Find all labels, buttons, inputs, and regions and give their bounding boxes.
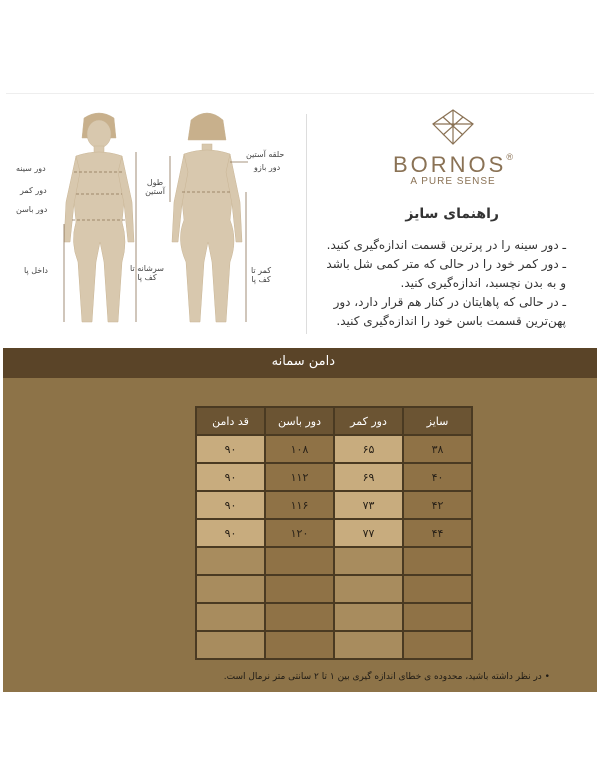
brand-tagline: A PURE SENSE — [410, 176, 496, 187]
header-skirt-length: قد دامن — [196, 407, 265, 435]
table-row — [196, 519, 472, 547]
section-header-band — [3, 348, 597, 378]
registered-mark: ® — [506, 152, 513, 162]
size-guide-panel — [6, 93, 594, 349]
cell-skirt-length: ۹۰ — [196, 491, 265, 519]
cell-hip: ۱۲۰ — [265, 519, 334, 547]
header-waist: دور کمر — [334, 407, 403, 435]
cell-waist: ۷۷ — [334, 519, 403, 547]
cell-size: ۴۴ — [403, 519, 472, 547]
brand-name: BORNOS — [393, 152, 507, 177]
guide-line: ـ دور کمر خود را در حالی که متر کمی شل باشد — [326, 257, 566, 271]
cell-skirt-length: ۹۰ — [196, 435, 265, 463]
guide-line: ـ دور سینه را در پرترین قسمت اندازه‌گیری کنید. — [326, 238, 566, 252]
label-hip: دور باسن — [16, 205, 48, 214]
label-bust: دور سینه — [16, 164, 46, 173]
cell-waist: ۷۳ — [334, 491, 403, 519]
back-body-figure — [164, 112, 254, 332]
section-title: دامن سمانه — [271, 354, 335, 369]
guide-title: راهنمای سایز — [405, 206, 499, 222]
cell-size: ۳۸ — [403, 435, 472, 463]
header-hip: دور باسن — [265, 407, 334, 435]
table-row — [196, 435, 472, 463]
guide-text — [296, 236, 566, 331]
cell-hip: ۱۰۸ — [265, 435, 334, 463]
cell-waist: ۶۹ — [334, 463, 403, 491]
table-row-empty — [196, 547, 472, 575]
cell-skirt-length: ۹۰ — [196, 463, 265, 491]
guide-line: ـ در حالی که پاهایتان در کنار هم قرار دارد، دور — [333, 295, 566, 309]
label-waist-to-floor: کمر تا کف پا — [250, 266, 272, 284]
size-table — [195, 406, 473, 660]
cell-size: ۴۰ — [403, 463, 472, 491]
table-row-empty — [196, 631, 472, 659]
label-shoulder-to-floor: سرشانه تا کف پا — [130, 264, 164, 282]
table-row-empty — [196, 603, 472, 631]
front-body-figure — [56, 112, 146, 332]
label-inseam: داخل پا — [24, 266, 48, 275]
cell-hip: ۱۱۲ — [265, 463, 334, 491]
cell-size: ۴۲ — [403, 491, 472, 519]
cell-waist: ۶۵ — [334, 435, 403, 463]
label-arm: دور بازو — [254, 163, 281, 172]
cell-skirt-length: ۹۰ — [196, 519, 265, 547]
table-header-row — [196, 407, 472, 435]
label-waist: دور کمر — [20, 186, 47, 195]
brand-logo — [378, 108, 528, 187]
cell-hip: ۱۱۶ — [265, 491, 334, 519]
guide-line: پهن‌ترین قسمت باسن خود را اندازه‌گیری کنید. — [336, 314, 566, 328]
table-row — [196, 491, 472, 519]
table-row-empty — [196, 575, 472, 603]
label-armhole: حلقه آستین — [246, 150, 285, 159]
diamond-logo-icon — [429, 108, 477, 146]
measurement-note: • در نظر داشته باشید، محدوده ی خطای اندازه گیری بین ۱ تا ۲ سانتی متر نرمال است. — [223, 672, 550, 682]
label-sleeve-length: طول آستین — [145, 178, 165, 196]
table-row — [196, 463, 472, 491]
header-size: سایز — [403, 407, 472, 435]
guide-line: و به بدن نچسبد، اندازه‌گیری کنید. — [400, 276, 566, 290]
